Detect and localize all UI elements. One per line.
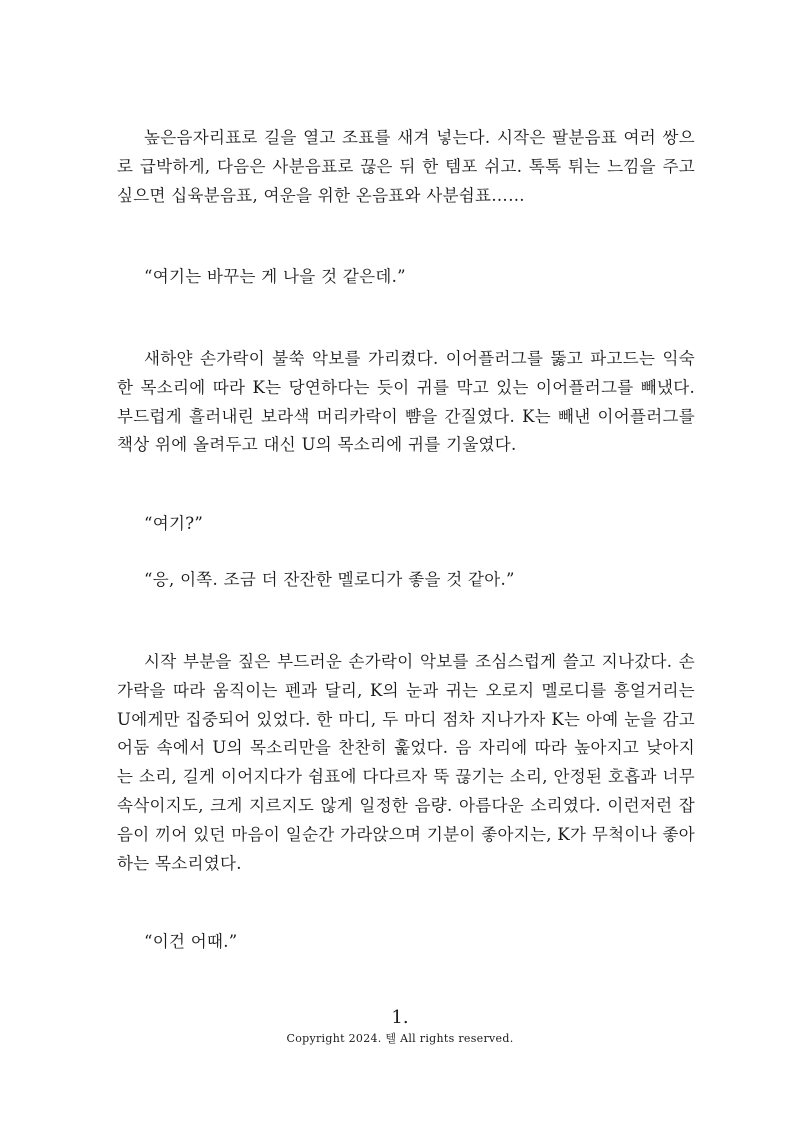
dialogue-1: “여기는 바꾸는 게 나을 것 같은데.” [144, 267, 406, 286]
dialogue-3: “응, 이쪽. 조금 더 잔잔한 멜로디가 좋을 것 같아.” [144, 570, 515, 589]
paragraph-2: 새하얀 손가락이 불쑥 악보를 가리켰다. 이어플러그를 뚫고 파고드는 익숙한 목소리에 따라 K는 당연하다는 듯이 귀를 막고 있는 이어플러그를 빼냈다. 부드럽게 흘러내린 보라색 머리카락이 뺨을 간질였다. K는 빼낸 이어플러그를 책상 위에 올려두고 대신 U의 목소리에 귀를 기울였다. [117, 349, 695, 455]
paragraph-1: 높은음자리표로 길을 열고 조표를 새겨 넣는다. 시작은 팔분음표 여러 쌍으로 급박하게, 다음은 사분음표로 끊은 뒤 한 템포 쉬고. 톡톡 튀는 느낌을 주고 싶으면 십육분음표, 여운을 위한 온음표와 사분쉼표…… [117, 128, 695, 205]
page-number: 1. [391, 1007, 409, 1028]
dialogue-2: “여기?” [144, 514, 204, 533]
dialogue-4: “이건 어때.” [144, 932, 238, 951]
paragraph-3: 시작 부분을 짚은 부드러운 손가락이 악보를 조심스럽게 쓸고 지나갔다. 손가락을 따라 움직이는 펜과 달리, K의 눈과 귀는 오로지 멜로디를 흥얼거리는 U에게만 집중되어 있었다. 한 마디, 두 마디 점차 지나가자 K는 아예 눈을 감고 어둠 속에서 U의 목소리만을 찬찬히 훑었다. 음 자리에 따라 높아지고 낮아지는 소리, 길게 이어지다가 쉼표에 다다르자 뚝 끊기는 소리, 안정된 호흡과 너무 속삭이지도, 크게 지르지도 않게 일정한 음량. 아름다운 소리였다. 이런저런 잡음이 끼어 있던 마음이 일순간 가라앉으며 기분이 좋아지는, K가 무척이나 좋아하는 목소리였다. [117, 652, 695, 873]
copyright-notice: Copyright 2024. 텔 All rights reserved. [286, 1032, 514, 1045]
